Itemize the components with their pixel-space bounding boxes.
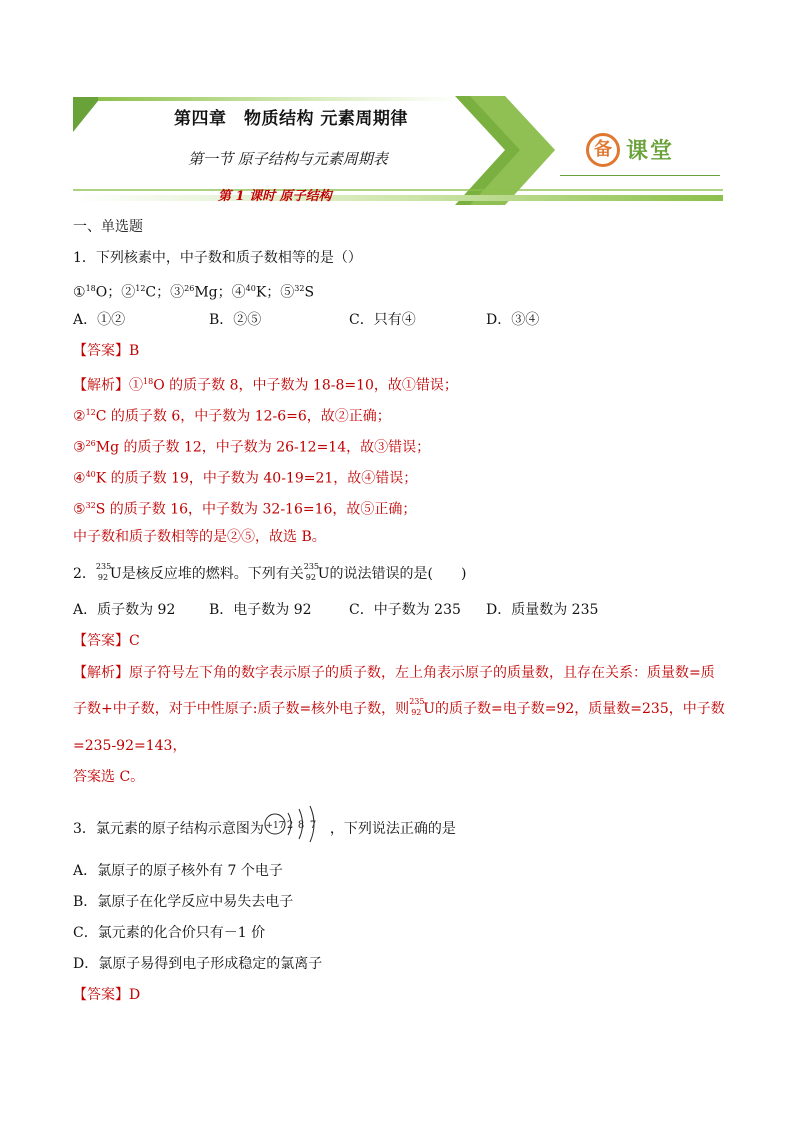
q2-options [73, 601, 713, 619]
q1-items: ①$^{18}$O；②$^{12}$C；③$^{26}$Mg；④$^{40}$K；⑤$^{32}$S [73, 284, 315, 301]
nucleus-label: +17 [265, 821, 285, 831]
q1-analysis-5: ⑤$^{32}$S 的质子数 16，中子数为 32-16=16，故⑤正确； [73, 501, 417, 518]
q3-option-d[interactable]: D．氯原子易得到电子形成稳定的氯离子 [73, 956, 323, 972]
q2-conclusion: 答案选 C。 [73, 769, 145, 785]
lesson-title: 第 1 课时 原子结构 [218, 189, 332, 204]
brand-logo: 备 [586, 133, 620, 167]
q1-option-b[interactable]: B．②⑤ [209, 312, 262, 328]
q2-option-b[interactable]: B．电子数为 92 [209, 602, 312, 618]
q1-analysis-3: ③$^{26}$Mg 的质子数 12，中子数为 26-12=14，故③错误； [73, 439, 431, 456]
q1-conclusion: 中子数和质子数相等的是②⑤，故选 B。 [73, 529, 326, 545]
u235-symbol: 235 92 [95, 562, 112, 582]
q1-analysis-4: ④$^{40}$K 的质子数 19，中子数为 40-19=21，故④错误； [73, 470, 418, 487]
q2-analysis-2: 子数+中子数，对于中性原子:质子数=核外电子数，则 235 92 U的质子数=电子数=92，质量数=235，中子数 [73, 697, 725, 717]
section-title: 第一节 原子结构与元素周期表 [188, 150, 388, 168]
q3-option-a[interactable]: A．氯原子的原子核外有 7 个电子 [73, 863, 283, 879]
q1-stem: 1．下列核素中，中子数和质子数相等的是（） [73, 250, 362, 266]
section-heading: 一、单选题 [73, 219, 143, 235]
q3-stem: 3．氯元素的原子结构示意图为 ，下列说法正确的是 [73, 821, 456, 837]
chapter-title: 第四章 物质结构 元素周期律 [174, 109, 408, 129]
q2-stem: 2． 235 92 U是核反应堆的燃料。下列有关 235 92 U的说法错误的是( ) [73, 562, 467, 582]
chlorine-atom-diagram [262, 803, 328, 845]
q1-answer: 【答案】B [73, 343, 140, 359]
q2-option-c[interactable]: C．中子数为 235 [349, 602, 461, 618]
shell-2-electrons: 8 [297, 820, 305, 831]
u235-symbol: 235 92 [303, 562, 320, 582]
q1-analysis-1: 【解析】①$^{18}$O 的质子数 8，中子数为 18-8=10，故①错误； [73, 377, 458, 394]
brand-text: 课堂 [626, 139, 675, 164]
shell-1-electrons: 2 [286, 820, 294, 831]
q2-option-a[interactable]: A．质子数为 92 [73, 602, 176, 618]
q2-answer: 【答案】C [73, 633, 140, 649]
q1-analysis-2: ②$^{12}$C 的质子数 6，中子数为 12-6=6，故②正确； [73, 408, 391, 425]
q3-option-b[interactable]: B．氯原子在化学反应中易失去电子 [73, 894, 294, 910]
q1-options [73, 311, 713, 329]
u235-symbol: 235 92 [409, 697, 425, 717]
q3-answer: 【答案】D [73, 987, 141, 1003]
q2-option-d[interactable]: D．质量数为 235 [486, 602, 599, 618]
q1-option-d[interactable]: D．③④ [486, 312, 540, 328]
q1-option-a[interactable]: A．①② [73, 312, 126, 328]
q3-option-c[interactable]: C．氯元素的化合价只有－1 价 [73, 925, 266, 941]
shell-3-electrons: 7 [309, 820, 317, 831]
q2-analysis-3: =235-92=143， [73, 738, 187, 754]
q1-option-c[interactable]: C．只有④ [349, 312, 416, 328]
q2-analysis-1: 【解析】原子符号左下角的数字表示原子的质子数，左上角表示原子的质量数，且存在关系：质量数=质 [73, 665, 715, 681]
